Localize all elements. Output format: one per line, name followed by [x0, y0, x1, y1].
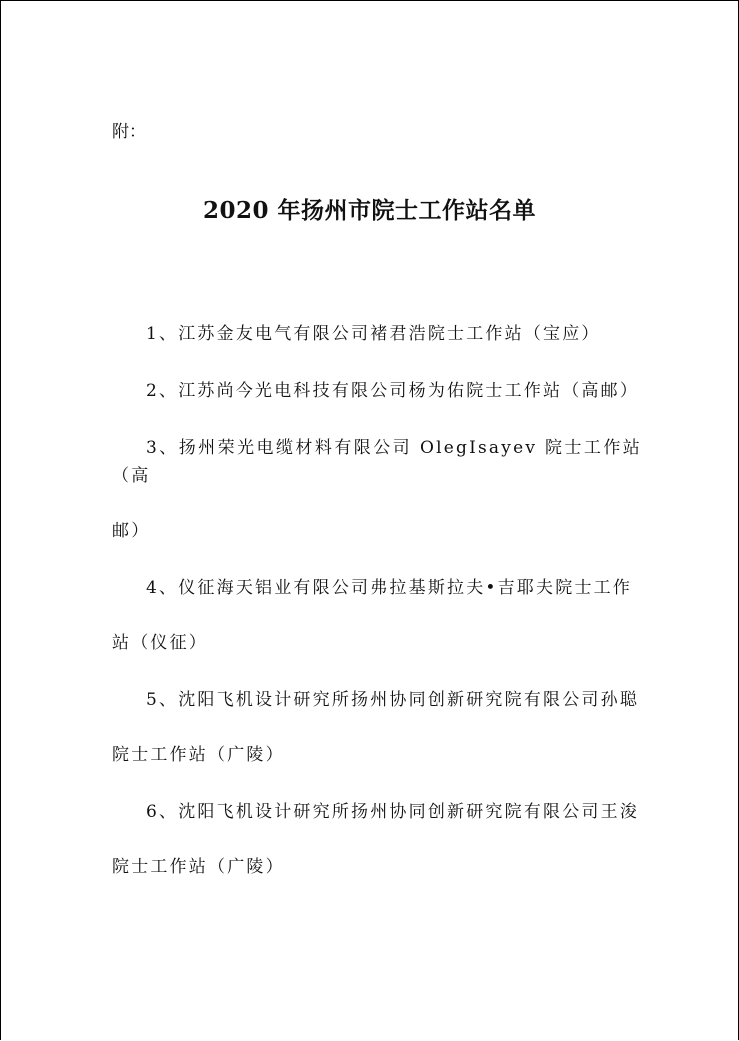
list-item-text: 4、仪征海天铝业有限公司弗拉基斯拉夫•吉耶夫院士工作	[146, 578, 633, 598]
list-item-text: 3、扬州荣光电缆材料有限公司 OlegIsayev 院士工作站（高	[112, 438, 642, 486]
list-item-continuation: 站（仪征）	[112, 633, 208, 653]
attachment-label: 附：	[112, 122, 146, 142]
list-item-text: 6、沈阳飞机设计研究所扬州协同创新研究院有限公司王浚	[146, 802, 640, 822]
list-item	[112, 574, 642, 657]
list-item-continuation: 院士工作站（广陵）	[112, 857, 285, 877]
list-item	[112, 377, 642, 405]
list-item-text: 5、沈阳飞机设计研究所扬州协同创新研究院有限公司孙聪	[146, 690, 640, 710]
list-item	[112, 434, 642, 545]
list-item-continuation: 院士工作站（广陵）	[112, 745, 285, 765]
list-item-text: 1、江苏金友电气有限公司褚君浩院士工作站（宝应）	[146, 324, 601, 344]
list-item	[112, 320, 642, 348]
workstation-list	[112, 320, 642, 910]
list-item-text: 2、江苏尚今光电科技有限公司杨为佑院士工作站（高邮）	[146, 381, 640, 401]
list-item	[112, 798, 642, 881]
list-item-continuation: 邮）	[112, 521, 151, 541]
list-item	[112, 686, 642, 769]
document-title: 2020 年扬州市院士工作站名单	[202, 197, 537, 224]
